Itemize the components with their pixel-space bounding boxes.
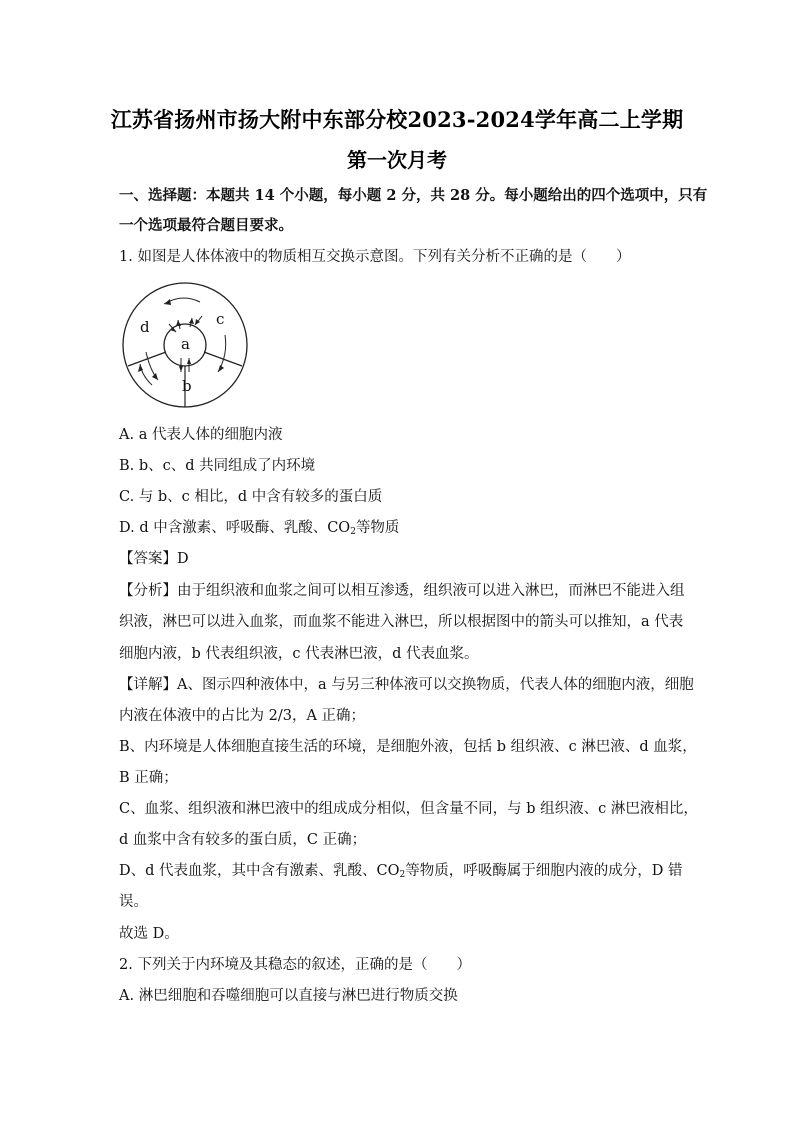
q1-option-d xyxy=(119,518,679,542)
section-intro-line2: 一个选项最符合题目要求。 xyxy=(119,217,293,234)
body-fluid-exchange-diagram xyxy=(120,280,250,410)
q1-detail-line2: 内液在体液中的占比为 2/3，A 正确； xyxy=(119,708,366,724)
label-c: c xyxy=(216,310,225,328)
q1-detail-line4: B 正确； xyxy=(119,770,178,786)
q1-detail-line6: d 血浆中含有较多的蛋白质，C 正确； xyxy=(119,832,367,848)
question-2-stem: 2. 下列关于内环境及其稳态的叙述，正确的是（ ） xyxy=(119,957,471,973)
q1-option-d-text: D. d 中含激素、呼吸酶、乳酸、CO xyxy=(119,520,351,536)
arrow-top-head xyxy=(164,299,171,305)
label-b: b xyxy=(182,377,192,395)
document-title-line2: 第一次月考 xyxy=(347,148,447,172)
q1-detail-line7 xyxy=(119,861,683,885)
q1-detail-line1: 【详解】A、图示四种液体中，a 与另三种体液可以交换物质，代表人体的细胞内液，细胞 xyxy=(119,677,694,693)
arrow-a-to-c-head xyxy=(189,318,194,324)
label-d: d xyxy=(140,318,150,336)
q1-conclusion: 故选 D。 xyxy=(119,926,179,942)
label-a: a xyxy=(181,335,190,353)
arrow-a-to-b-head xyxy=(179,366,183,372)
arrow-b-to-a-head xyxy=(187,358,191,364)
q2-option-a: A. 淋巴细胞和吞噬细胞可以直接与淋巴进行物质交换 xyxy=(119,988,458,1004)
section-intro-line1: 一、选择题：本题共 14 个小题，每小题 2 分，共 28 分。每小题给出的四个选项中，只有 xyxy=(119,187,708,204)
q1-detail-line3: B、内环境是人体细胞直接生活的环境，是细胞外液，包括 b 组织液、c 淋巴液、d 血浆， xyxy=(119,739,697,755)
document-title-line1: 江苏省扬州市扬大附中东部分校2023-2024学年高二上学期 xyxy=(110,107,684,132)
arrow-d-to-a-head xyxy=(170,327,176,332)
q1-analysis-line2: 织液，淋巴可以进入血浆，而血浆不能进入淋巴，所以根据图中的箭头可以推知，a 代表 xyxy=(119,614,684,630)
q1-answer: 【答案】D xyxy=(119,551,189,567)
q1-analysis-line1: 【分析】由于组织液和血浆之间可以相互渗透，组织液可以进入淋巴，而淋巴不能进入组 xyxy=(119,583,685,599)
q1-detail-line8: 误。 xyxy=(119,894,148,910)
q1-detail-line5: C、血浆、组织液和淋巴液中的组成成分相似，但含量不同，与 b 组织液、c 淋巴液相比， xyxy=(119,801,698,817)
q1-option-d-tail: 等物质 xyxy=(355,520,400,536)
question-1-stem: 1. 如图是人体体液中的物质相互交换示意图。下列有关分析不正确的是（ ） xyxy=(119,249,631,265)
q1-option-d-subscript: 2 xyxy=(350,527,356,537)
arrow-left-down-head xyxy=(152,373,158,380)
q1-detail-line7-text: D、d 代表血浆，其中含有激素、乳酸、CO xyxy=(119,863,400,879)
q1-detail-line7-subscript: 2 xyxy=(399,870,406,880)
arrow-right-head xyxy=(218,365,224,372)
q1-option-a: A. a 代表人体的细胞内液 xyxy=(119,427,283,443)
q1-detail-line7-tail: 等物质，呼吸酶属于细胞内液的成分，D 错 xyxy=(405,863,683,879)
q1-option-b: B. b、c、d 共同组成了内环境 xyxy=(119,458,316,474)
divider-right xyxy=(204,352,242,366)
q1-option-c: C. 与 b、c 相比，d 中含有较多的蛋白质 xyxy=(119,489,383,505)
q1-analysis-line3: 细胞内液，b 代表组织液，c 代表淋巴液，d 代表血浆。 xyxy=(119,646,479,662)
